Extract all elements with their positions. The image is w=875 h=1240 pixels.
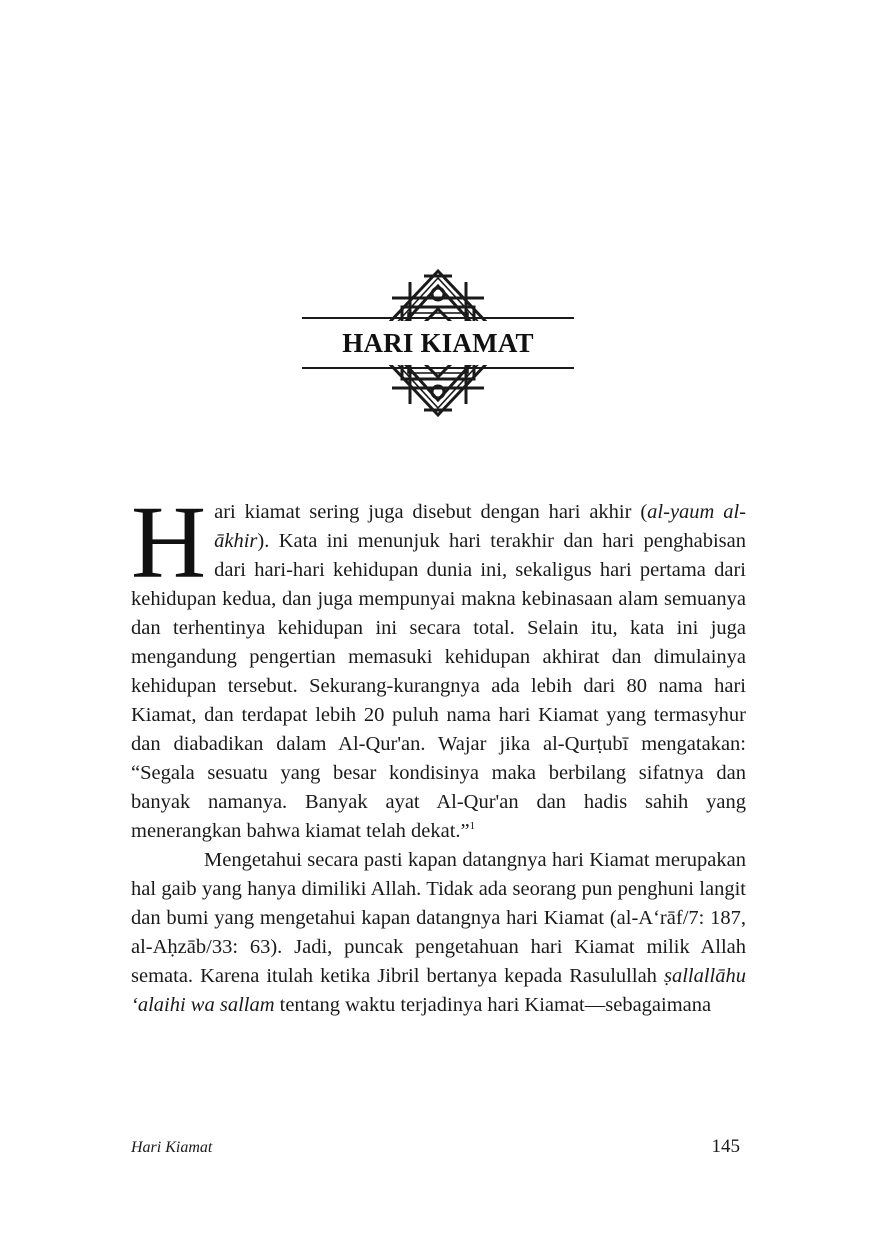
page-number: 145 [711,1136,740,1157]
chapter-title: HARI KIAMAT [338,328,537,359]
running-title: Hari Kiamat [131,1139,213,1156]
paragraph-1-text-a: ari kiamat sering juga disebut dengan hari akhir ( [214,501,648,523]
paragraph-2 [131,846,746,1020]
paragraph-1-text-b: ). Kata ini menunjuk hari terakhir dan hari penghabisan dari hari-hari kehidupan dunia ini, sekaligus hari pertama dari kehidupan kedua, dan juga mempunyai makna kebinasaan alam semuanya dan terhentinya kehidupan ini secara total. Selain itu, kata ini juga mengandung pengertian memasuki kehidupan akhirat dan dimulainya kehidupan tersebut. Sekurang-kurangnya ada lebih dari 80 nama hari Kiamat, dan terdapat lebih 20 puluh nama hari Kiamat yang termasyhur dan diabadikan dalam Al-Qur'an. Wajar jika al-Qurṭubī mengatakan: “Segala sesuatu yang besar kondisinya maka berbilang sifatnya dan banyak namanya. Banyak ayat Al-Qur'an dan hadis sahih yang menerangkan bahwa kiamat telah dekat.” [131,530,746,842]
paragraph-2-text-a: Mengetahui secara pasti kapan datangnya hari Kiamat merupakan hal gaib yang hanya dimiliki Allah. Tidak ada seorang pun penghuni langit dan bumi yang mengetahui kapan datangnya hari Kiamat (al-A‘rāf/7: 187, al-Aḥzāb/33: 63). Jadi, puncak pengetahuan hari Kiamat milik Allah semata. Karena itulah ketika Jibril bertanya kepada Rasulullah [131,849,746,987]
chapter-title-band [302,318,574,368]
paragraph-1-term: al-yaum al-ākhir [214,501,746,552]
paragraph-2-text-b: tentang waktu terjadinya hari Kiamat—sebagaimana [274,994,712,1016]
paragraph-2-term: ṣallallāhu ‘alaihi wa sallam [131,965,746,1016]
drop-cap: H [131,485,207,600]
paragraph-1 [131,485,746,846]
footnote-marker[interactable]: 1 [469,820,476,833]
body-text [131,485,746,1020]
